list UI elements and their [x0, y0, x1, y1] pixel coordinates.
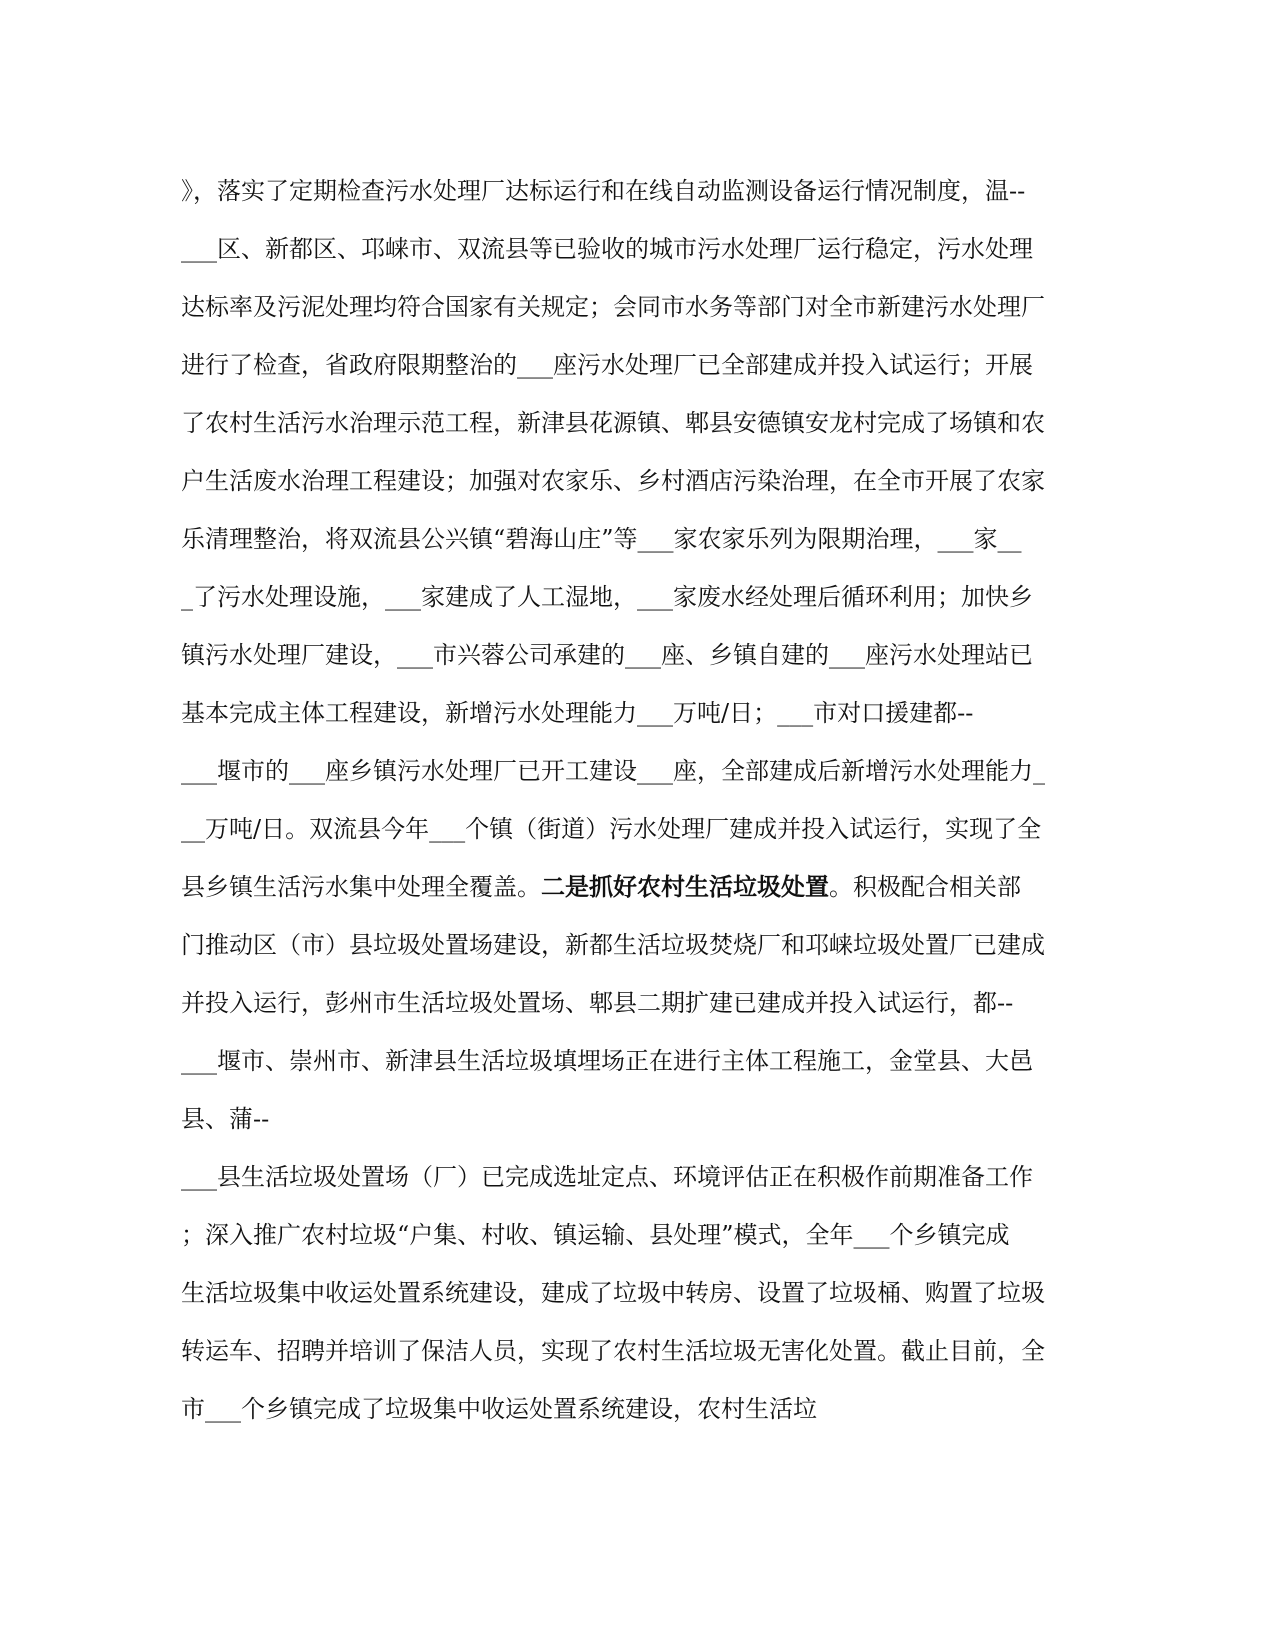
text-line: 镇污水处理厂建设，___市兴蓉公司承建的___座、乡镇自建的___座污水处理站已	[181, 641, 1033, 669]
text-line: 市___个乡镇完成了垃圾集中收运处置系统建设，农村生活垃	[181, 1395, 817, 1423]
text-line: ___堰市的___座乡镇污水处理厂已开工建设___座，全部建成后新增污水处理能力_	[181, 757, 1045, 785]
text-line-with-heading	[181, 872, 1061, 902]
text-line: 基本完成主体工程建设，新增污水处理能力___万吨/日；___市对口援建都--	[181, 699, 974, 727]
text-line: 乐清理整治，将双流县公兴镇“碧海山庄”等___家农家乐列为限期治理，___家__	[181, 525, 1022, 553]
text-line: 县、蒲--	[181, 1105, 270, 1133]
text-segment: 。积极配合相关部	[829, 873, 1021, 901]
text-line: 进行了检查，省政府限期整治的___座污水处理厂已全部建成并投入试运行；开展	[181, 351, 1033, 379]
text-line: __万吨/日。双流县今年___个镇（街道）污水处理厂建成并投入试运行，实现了全	[181, 815, 1042, 843]
text-line: ；深入推广农村垃圾“户集、村收、镇运输、县处理”模式，全年___个乡镇完成	[181, 1221, 1010, 1249]
text-line: 门推动区（市）县垃圾处置场建设，新都生活垃圾焚烧厂和邛崃垃圾处置厂已建成	[181, 931, 1045, 959]
text-line: 并投入运行，彭州市生活垃圾处置场、郫县二期扩建已建成并投入试运行，都--	[181, 989, 1014, 1017]
text-line: ___堰市、崇州市、新津县生活垃圾填埋场正在进行主体工程施工，金堂县、大邑	[181, 1047, 1033, 1075]
text-line: 了农村生活污水治理示范工程，新津县花源镇、郫县安德镇安龙村完成了场镇和农	[181, 409, 1045, 437]
text-line: _了污水处理设施，___家建成了人工湿地，___家废水经处理后循环利用；加快乡	[181, 583, 1033, 611]
text-segment: 县乡镇生活污水集中处理全覆盖。	[181, 873, 541, 901]
text-line: 》，落实了定期检查污水处理厂达标运行和在线自动监测设备运行情况制度，温--	[181, 177, 1026, 205]
document-body	[181, 176, 1061, 1452]
section-heading: 二是抓好农村生活垃圾处置	[541, 872, 829, 901]
text-line: ___县生活垃圾处置场（厂）已完成选址定点、环境评估正在积极作前期准备工作	[181, 1163, 1033, 1191]
text-line: 转运车、招聘并培训了保洁人员，实现了农村生活垃圾无害化处置。截止目前，全	[181, 1337, 1045, 1365]
text-line: 户生活废水治理工程建设；加强对农家乐、乡村酒店污染治理，在全市开展了农家	[181, 467, 1045, 495]
text-line: 达标率及污泥处理均符合国家有关规定；会同市水务等部门对全市新建污水处理厂	[181, 293, 1045, 321]
text-line: ___区、新都区、邛崃市、双流县等已验收的城市污水处理厂运行稳定，污水处理	[181, 235, 1033, 263]
text-line: 生活垃圾集中收运处置系统建设，建成了垃圾中转房、设置了垃圾桶、购置了垃圾	[181, 1279, 1045, 1307]
